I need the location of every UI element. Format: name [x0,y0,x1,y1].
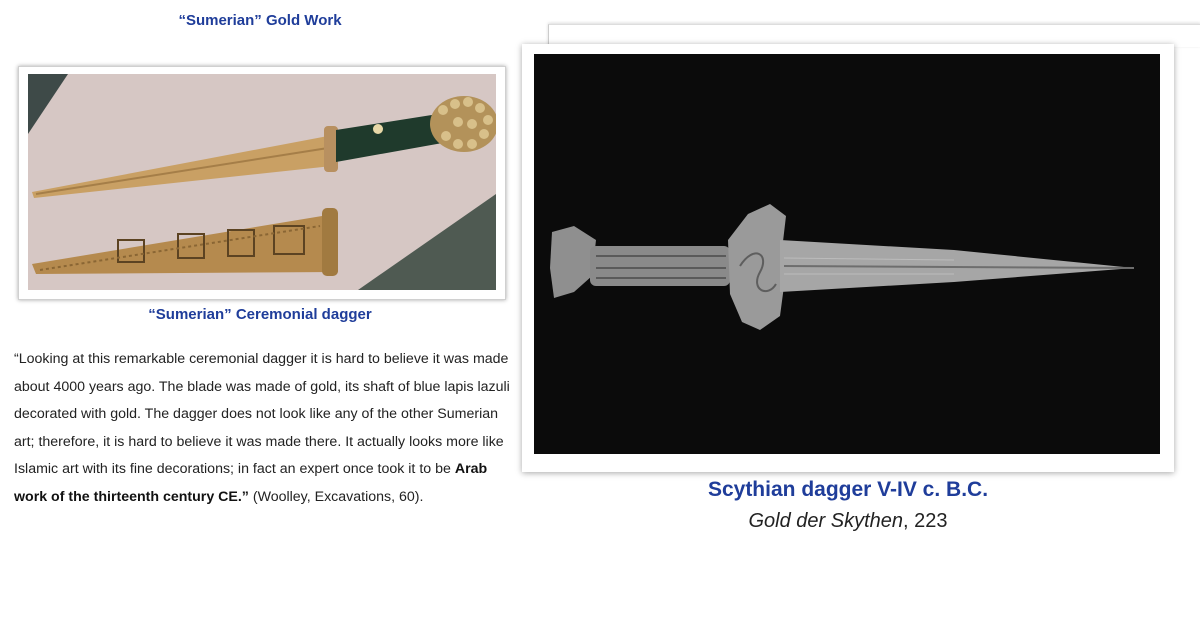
scythian-dagger-photo [534,54,1160,454]
quote-citation: (Woolley, Excavations, 60). [248,488,424,505]
right-caption-source-title: Gold der Skythen [748,510,904,532]
quote-paragraph [14,346,514,511]
quote-text: “Looking at this remarkable ceremonial dagger it is hard to believe it was made about 4000 years ago. The blade was made of gold, its shaft of blue lapis lazuli decorated with gold. The dagger does not look like any of the other Sumerian art; therefore, it is hard to believe it was made there. It actually looks more like Islamic art with its fine decorations; in fact an expert once took it to be [14,351,510,477]
right-caption-source [522,510,1174,533]
quote-bold: Arab work of the thirteenth century CE.” [14,461,488,505]
left-caption: “Sumerian” Ceremonial dagger [148,306,372,323]
left-title: “Sumerian” Gold Work [178,12,342,29]
right-caption-title: Scythian dagger V-IV c. B.C. [707,478,989,501]
gold-dagger-photo [28,74,496,290]
right-caption-source-page: , 223 [903,510,948,532]
